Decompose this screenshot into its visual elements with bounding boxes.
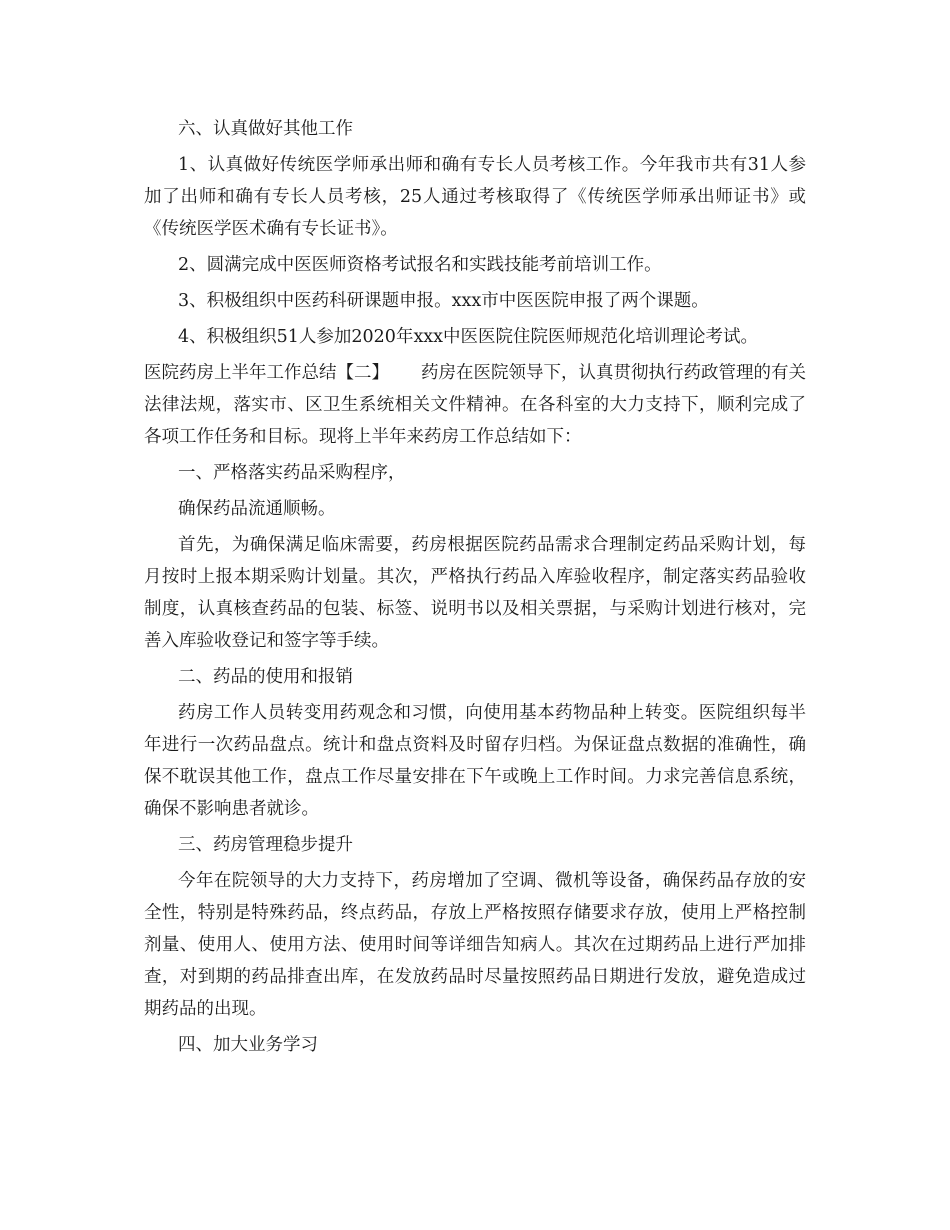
summary-block xyxy=(144,357,806,453)
paragraph-item-3: 3、积极组织中医药科研课题申报。xxx市中医医院申报了两个课题。 xyxy=(178,291,709,311)
summary-intro: 药房在医院领导下，认真贯彻执行药政管理的有关法律法规，落实市、区卫生系统相关文件精神。在各科室的大力支持下，顺利完成了各项工作任务和目标。现将上半年来药房工作总结如下： xyxy=(144,363,806,447)
paragraph-item-1: 1、认真做好传统医学师承出师和确有专长人员考核工作。今年我市共有31人参加了出师和确有专长人员考核，25人通过考核取得了《传统医学师承出师证书》或《传统医学医术确有专长证书》。 xyxy=(144,155,806,239)
section-heading-1-cont: 确保药品流通顺畅。 xyxy=(178,499,336,519)
paragraph-management: 今年在院领导的大力支持下，药房增加了空调、微机等设备，确保药品存放的安全性，特别是特殊药品，终点药品，存放上严格按照存储要求存放，使用上严格控制剂量、使用人、使用方法、使用时间等详细告知病人。其次在过期药品上进行严加排查，对到期的药品排查出库，在发放药品时尽量按照药品日期进行发放，避免造成过期药品的出现。 xyxy=(144,871,806,1019)
paragraph-procurement: 首先，为确保满足临床需要，药房根据医院药品需求合理制定药品采购计划，每月按时上报本期采购计划量。其次，严格执行药品入库验收程序，制定落实药品验收制度，认真核查药品的包装、标签、说明书以及相关票据，与采购计划进行核对，完善入库验收登记和签字等手续。 xyxy=(144,535,806,651)
section-heading-1: 一、严格落实药品采购程序， xyxy=(178,463,406,483)
paragraph-item-2: 2、圆满完成中医医师资格考试报名和实践技能考前培训工作。 xyxy=(178,255,662,275)
section-heading-3: 三、药房管理稳步提升 xyxy=(178,835,353,855)
paragraph-item-4: 4、积极组织51人参加2020年xxx中医医院住院医师规范化培训理论考试。 xyxy=(178,327,759,347)
section-heading-2: 二、药品的使用和报销 xyxy=(178,667,353,687)
summary-title: 医院药房上半年工作总结【二】 xyxy=(144,363,389,383)
section-heading-6: 六、认真做好其他工作 xyxy=(178,119,353,139)
paragraph-usage: 药房工作人员转变用药观念和习惯，向使用基本药物品种上转变。医院组织每半年进行一次药品盘点。统计和盘点资料及时留存归档。为保证盘点数据的准确性，确保不耽误其他工作，盘点工作尽量安排在下午或晚上工作时间。力求完善信息系统，确保不影响患者就诊。 xyxy=(144,703,806,819)
document-body xyxy=(144,113,806,1061)
section-heading-4: 四、加大业务学习 xyxy=(178,1035,318,1055)
